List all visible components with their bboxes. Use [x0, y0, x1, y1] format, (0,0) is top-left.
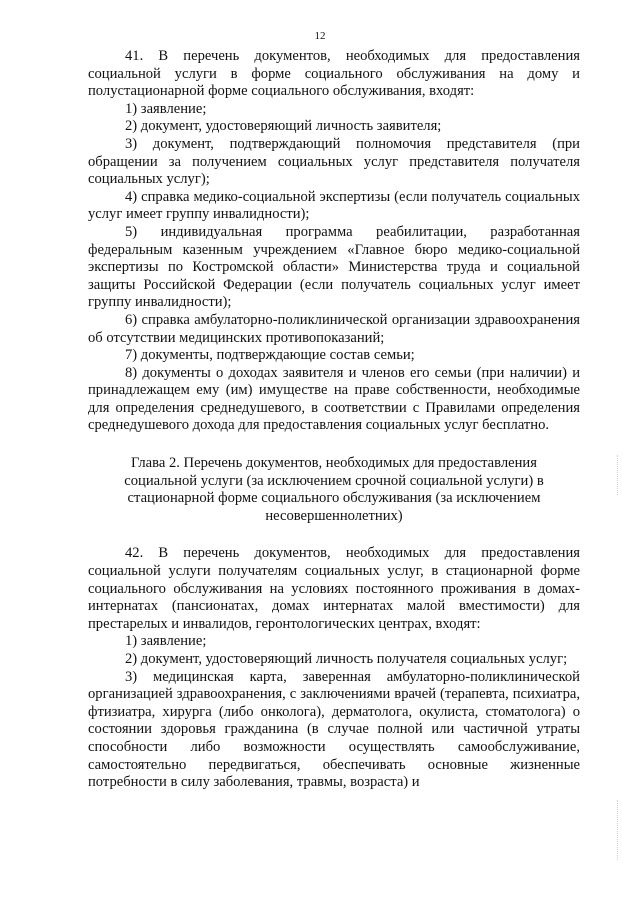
list-item-representative-authority: 3) документ, подтверждающий полномочия представителя (при обращении за получением социальных услуг представителя получателя социальных услуг);: [88, 135, 580, 188]
page-number: 12: [314, 30, 326, 42]
list-item-medical-card: 3) медицинская карта, заверенная амбулаторно-поликлинической организацией здравоохранения, с заключениями врачей (терапевта, психиатра, фтизиатра, хирурга (либо онколога), дерматолога, окулиста, стоматолога) о состоянии здоровья гражданина (в случае полной или частичной утраты способности либо возможности осуществлять самообслуживание, самостоятельно передвигаться, обеспечивать основные жизненные потребности в силу заболевания, травмы, возраста) и: [88, 668, 580, 791]
list-item-identity-document-2: 2) документ, удостоверяющий личность получателя социальных услуг;: [125, 651, 568, 667]
scan-edge-mark: [617, 800, 620, 860]
paragraph-41-intro: 41. В перечень документов, необходимых для предоставления социальной услуги в форме социального обслуживания на дому и полустационарной форме социального обслуживания, входят:: [88, 48, 580, 100]
list-item-medical-expertise: 4) справка медико-социальной экспертизы (если получатель социальных услуг имеет группу инвалидности);: [88, 188, 580, 223]
document-body: [88, 48, 580, 792]
list-item-application-2: 1) заявление;: [125, 633, 207, 650]
paragraph-42-intro: 42. В перечень документов, необходимых для предоставления социальной услуги получателям социальных услуг, в стационарной форме социального обслуживания на условиях постоянного проживания в домах-интернатах (пансионатах, домах интернатах малой вместимости) для престарелых и инвалидов, геронтологических центрах, входят:: [88, 545, 580, 632]
chapter-2-heading: Глава 2. Перечень документов, необходимых для предоставления социальной услуги (за исключением срочной социальной услуги) в стационарной форме социального обслуживания (за исключением несовершеннолетних): [124, 455, 544, 524]
list-item-clinic-certificate: 6) справка амбулаторно-поликлинической организации здравоохранения об отсутствии медицинских противопоказаний;: [88, 311, 580, 346]
list-item-income-documents: 8) документы о доходах заявителя и членов его семьи (при наличии) и принадлежащем ему (им) имуществе на праве собственности, необходимые для определения среднедушевого, в соответствии с Правилами определения среднедушевого дохода для предоставления социальных услуг бесплатно.: [88, 364, 580, 434]
scan-edge-mark: [617, 455, 620, 495]
list-item-application: 1) заявление;: [125, 100, 207, 117]
list-item-identity-document: 2) документ, удостоверяющий личность заявителя;: [125, 118, 442, 135]
list-item-rehabilitation-program: 5) индивидуальная программа реабилитации, разработанная федеральным казенным учреждением «Главное бюро медико-социальной экспертизы по Костромской области» Министерства труда и социальной защиты Российской Федерации (если получатель социальных услуг имеет группу инвалидности);: [88, 223, 580, 311]
list-item-family-composition: 7) документы, подтверждающие состав семьи;: [125, 347, 415, 364]
